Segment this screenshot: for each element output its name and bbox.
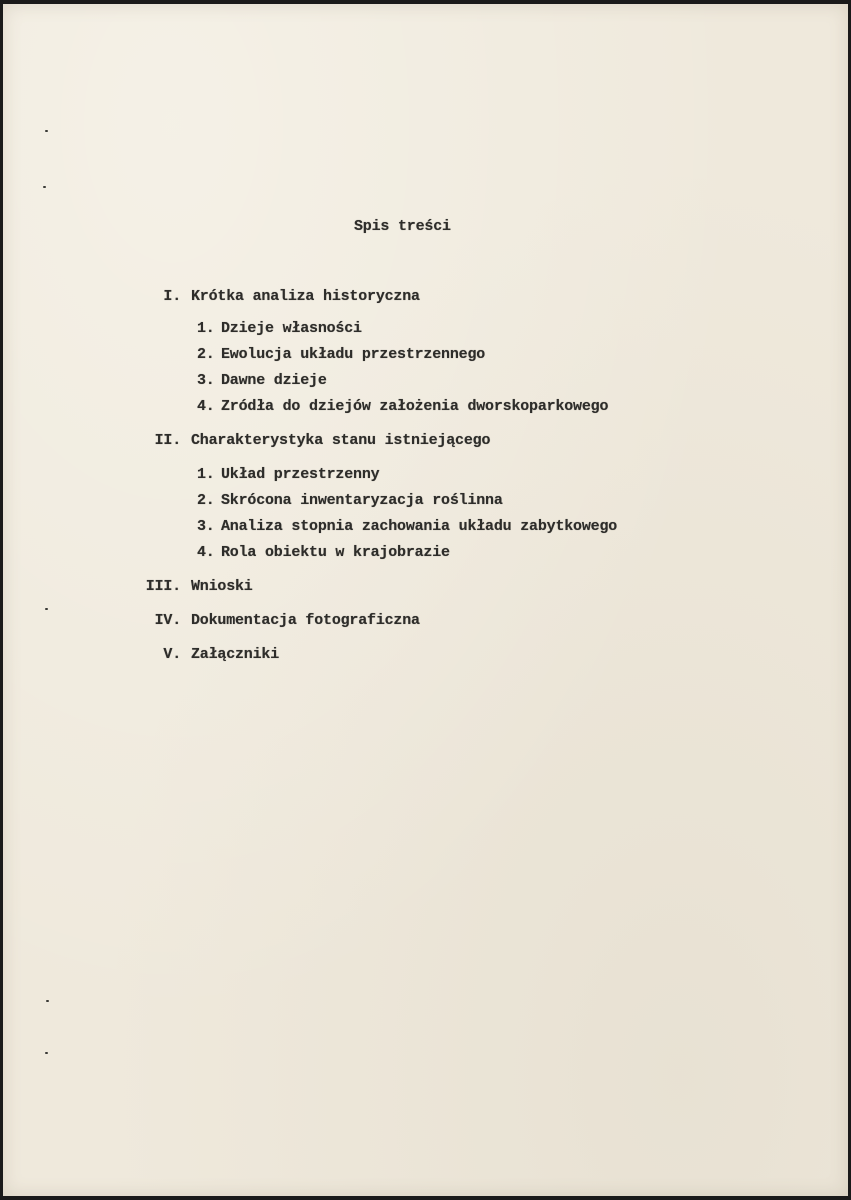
- section-label: Krótka analiza historyczna: [191, 288, 420, 305]
- section-numeral: II.: [154, 432, 181, 449]
- item-number: 2.: [197, 492, 215, 509]
- list-item: [197, 518, 617, 535]
- list-item: [197, 320, 362, 337]
- section-5: [97, 646, 279, 663]
- section-3: [97, 578, 253, 595]
- item-number: 1.: [197, 320, 215, 337]
- section-1: [141, 288, 420, 305]
- section-numeral: IV.: [154, 612, 181, 629]
- section-numeral: III.: [145, 578, 181, 595]
- item-label: Układ przestrzenny: [221, 466, 380, 483]
- list-item: [197, 492, 503, 509]
- margin-speck: [45, 608, 48, 610]
- margin-speck: [43, 186, 46, 188]
- section-4: [97, 612, 420, 629]
- item-label: Rola obiektu w krajobrazie: [221, 544, 450, 561]
- margin-speck: [46, 1000, 49, 1002]
- item-number: 2.: [197, 346, 215, 363]
- item-label: Dzieje własności: [221, 320, 362, 337]
- item-number: 3.: [197, 518, 215, 535]
- item-label: Skrócona inwentaryzacja roślinna: [221, 492, 503, 509]
- item-number: 3.: [197, 372, 215, 389]
- item-label: Zródła do dziejów założenia dworskoparkowego: [221, 398, 609, 415]
- section-2: [141, 432, 490, 449]
- page-title: Spis treści: [354, 218, 451, 235]
- margin-speck: [45, 1052, 48, 1054]
- list-item: [197, 544, 450, 561]
- margin-speck: [45, 130, 48, 132]
- item-label: Analiza stopnia zachowania układu zabytkowego: [221, 518, 618, 535]
- section-label: Załączniki: [191, 646, 280, 663]
- list-item: [197, 398, 608, 415]
- item-number: 1.: [197, 466, 215, 483]
- section-numeral: V.: [163, 646, 181, 663]
- item-label: Dawne dzieje: [221, 372, 327, 389]
- list-item: [197, 346, 485, 363]
- item-number: 4.: [197, 398, 215, 415]
- item-number: 4.: [197, 544, 215, 561]
- section-label: Dokumentacja fotograficzna: [191, 612, 420, 629]
- section-label: Charakterystyka stanu istniejącego: [191, 432, 491, 449]
- document-page: [3, 4, 848, 1196]
- section-label: Wnioski: [191, 578, 253, 595]
- list-item: [197, 466, 379, 483]
- item-label: Ewolucja układu przestrzennego: [221, 346, 486, 363]
- section-numeral: I.: [163, 288, 181, 305]
- list-item: [197, 372, 327, 389]
